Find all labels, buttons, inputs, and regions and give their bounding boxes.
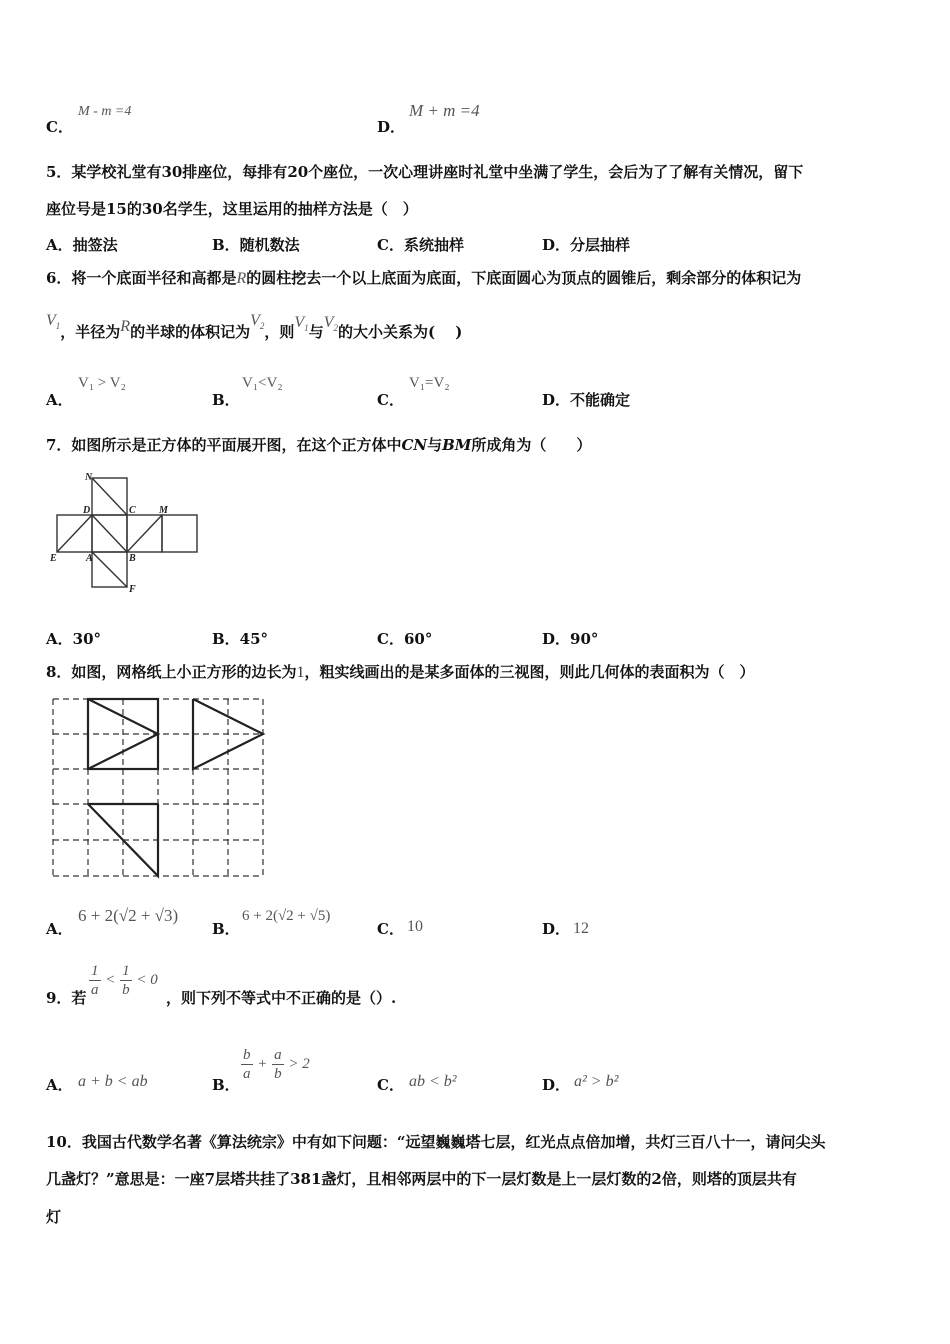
q8-option-c-expr: 10 (407, 918, 423, 935)
q7-option-a: A．30° (46, 630, 102, 648)
q5-stem-line1: 5．某学校礼堂有30排座位，每排有20个座位，一次心理讲座时礼堂中坐满了学生，会后为了了解有关情况，留下 (46, 163, 804, 181)
q9-option-a-expr: a + b < ab (78, 1073, 148, 1090)
q6-option-a-expr: V₁ > V₂ (78, 375, 126, 391)
q6-option-c-expr: V₁=V₂ (409, 375, 450, 391)
q6-option-b-expr: V₁<V₂ (242, 375, 283, 391)
q6-option-d: D．不能确定 (542, 391, 631, 409)
q4-option-c-expr: M - m =4 (78, 104, 132, 119)
label-d: D (83, 505, 91, 516)
label-f: F (129, 584, 136, 594)
q9-option-c-expr: ab < b² (409, 1073, 457, 1090)
label-m: M (159, 505, 168, 516)
q7-stem: 7．如图所示是正方体的平面展开图，在这个正方体中CN与BM所成角为（ ） (46, 436, 592, 454)
label-e: E (50, 553, 57, 564)
q5-option-d: D．分层抽样 (542, 236, 631, 254)
q9-option-d-expr: a² > b² (574, 1073, 619, 1090)
q9-stem-suffix: ，则下列不等式中不正确的是（）. (166, 989, 397, 1007)
label-a: A (86, 553, 93, 564)
q6-option-a-label: A． (46, 391, 73, 409)
label-b: B (129, 553, 136, 564)
q10-stem-line2: 几盏灯？”意思是：一座7层塔共挂了381盏灯，且相邻两层中的下一层灯数是上一层灯数的2倍，则塔的顶层共有 (46, 1170, 797, 1188)
q4-option-d-label: D． (377, 118, 406, 136)
q9-condition-expr: $\frac{1}{a}$ < $\frac{1}{b}$ < 0 (91, 963, 158, 998)
q6-option-c-label: C． (377, 391, 404, 409)
q8-option-b-label: B． (212, 920, 240, 938)
q4-option-d-expr: M + m =4 (409, 101, 480, 120)
q9-option-c-label: C． (377, 1076, 404, 1094)
q9-stem-prefix: 9．若 (46, 989, 87, 1007)
q9-option-b-label: B． (212, 1076, 240, 1094)
q7-option-c: C．60° (377, 630, 433, 648)
label-n: N (85, 472, 93, 483)
q7-option-b: B．45° (212, 630, 269, 648)
q8-option-a-expr: 6 + 2(√2 + √3) (78, 906, 179, 925)
q6-option-b-label: B． (212, 391, 240, 409)
q5-stem-line2: 座位号是15的30名学生，这里运用的抽样方法是（ ） (46, 200, 418, 218)
q5-option-a: A．抽签法 (46, 236, 118, 254)
q4-option-c-label: C． (46, 118, 73, 136)
label-c: C (129, 505, 136, 516)
q9-option-a-label: A． (46, 1076, 73, 1094)
q9-option-d-label: D． (542, 1076, 571, 1094)
q9-option-b-expr: $\frac{b}{a}$ + $\frac{a}{b}$ > 2 (243, 1047, 310, 1082)
q8-option-d-label: D． (542, 920, 571, 938)
q8-option-b-expr: 6 + 2(√2 + √5) (242, 908, 331, 924)
q10-stem-line3: 灯 (46, 1208, 62, 1226)
q8-option-c-label: C． (377, 920, 404, 938)
q7-option-d: D．90° (542, 630, 599, 648)
q8-option-a-label: A． (46, 920, 73, 938)
cube-net-figure (48, 470, 208, 594)
q10-stem-line1: 10．我国古代数学名著《算法统宗》中有如下问题：“远望巍巍塔七层，红光点点倍加增，共灯三百八十一，请问尖头 (46, 1133, 826, 1151)
three-view-grid-figure (50, 696, 266, 880)
q6-stem-line2: $V_1$，半径为R的半球的体积记为$V_2$，则$V_1$与$V_2$的大小关系为( ) (46, 312, 463, 341)
q5-option-c: C．系统抽样 (377, 236, 464, 254)
q5-option-b: B．随机数法 (212, 236, 300, 254)
q6-stem-line1: 6．将一个底面半径和高都是R的圆柱挖去一个以上底面为底面，下底面圆心为顶点的圆锥后，剩余部分的体积记为 (46, 269, 802, 287)
q8-option-d-expr: 12 (573, 920, 589, 937)
q8-stem: 8．如图，网格纸上小正方形的边长为1，粗实线画出的是某多面体的三视图，则此几何体的表面积为（ ） (46, 663, 755, 681)
